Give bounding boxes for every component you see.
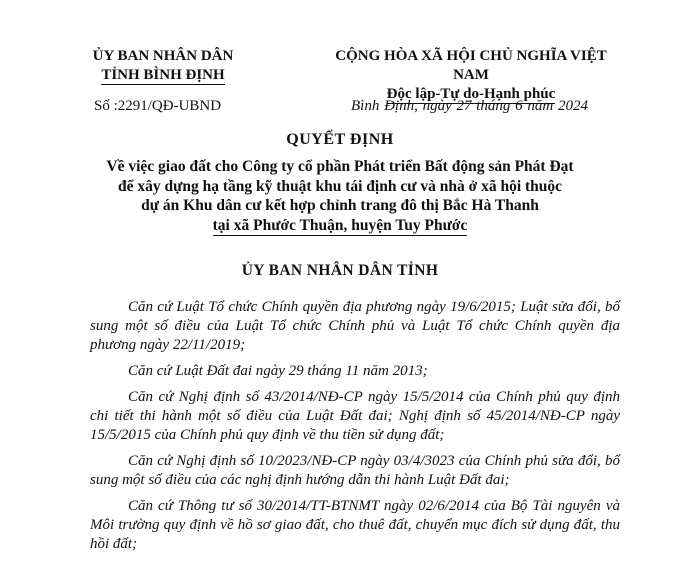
legal-basis-paragraph: Căn cứ Nghị định số 43/2014/NĐ-CP ngày 15/5/2014 của Chính phủ quy định chi tiết thi hành một số điều của Luật Đất đai; Nghị định số 45/2014/NĐ-CP ngày 15/5/2015 của Chính phủ quy định về thu tiền sử dụng đất; — [90, 389, 620, 443]
document-title: QUYẾT ĐỊNH — [286, 131, 394, 148]
national-header — [318, 47, 624, 104]
place-and-date: Bình Định, ngày 27 tháng 6 năm 2024 — [351, 98, 588, 114]
document-number: Số :2291/QĐ-UBND — [94, 98, 222, 114]
agency-name: ỦY BAN NHÂN DÂN — [92, 48, 234, 64]
issuing-agency — [78, 47, 248, 85]
issuing-authority: ỦY BAN NHÂN DÂN TỈNH — [241, 262, 439, 279]
subject-line: để xây dựng hạ tầng kỹ thuật khu tái định cư và nhà ở xã hội thuộc — [117, 177, 563, 195]
document-subject — [60, 157, 620, 236]
agency-province: TỈNH BÌNH ĐỊNH — [101, 67, 225, 83]
legal-basis — [90, 298, 620, 561]
legal-basis-paragraph: Căn cứ Luật Tổ chức Chính quyền địa phương ngày 19/6/2015; Luật sửa đổi, bổ sung một số điều của Luật Tổ chức Chính phủ và Luật Tổ chức Chính quyền địa phương ngày 22/11/2019; — [90, 299, 620, 353]
legal-basis-paragraph: Căn cứ Luật Đất đai ngày 29 tháng 11 năm 2013; — [128, 363, 428, 379]
subject-line: dự án Khu dân cư kết hợp chỉnh trang đô thị Bắc Hà Thanh — [141, 197, 539, 214]
legal-basis-paragraph: Căn cứ Nghị định số 10/2023/NĐ-CP ngày 03/4/3023 của Chính phủ sửa đổi, bổ sung một số điều của các nghị định hướng dẫn thi hành Luật Đất đai; — [90, 453, 620, 488]
national-motto: Độc lập-Tự do-Hạnh phúc — [386, 86, 556, 102]
legal-basis-paragraph: Căn cứ Thông tư số 30/2014/TT-BTNMT ngày 02/6/2014 của Bộ Tài nguyên và Môi trường quy định về hồ sơ giao đất, cho thuê đất, chuyển mục đích sử dụng đất, thu hồi đất; — [90, 498, 620, 552]
nation-name: CỘNG HÒA XÃ HỘI CHỦ NGHĨA VIỆT NAM — [335, 48, 607, 83]
subject-line: Về việc giao đất cho Công ty cổ phần Phát triển Bất động sản Phát Đạt — [106, 158, 574, 175]
subject-line: tại xã Phước Thuận, huyện Tuy Phước — [212, 216, 468, 234]
